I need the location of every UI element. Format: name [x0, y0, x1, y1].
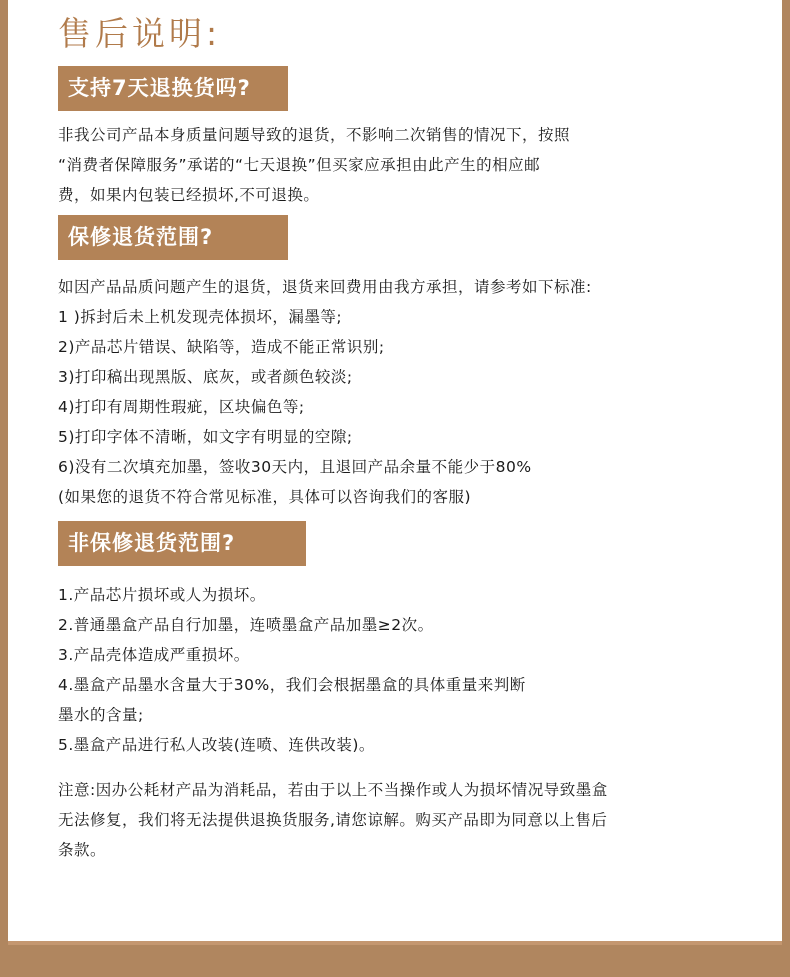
- non-warranty-return-text: [58, 580, 526, 760]
- text-line: 条款。: [58, 841, 107, 859]
- text-line: 注意:因办公耗材产品为消耗品，若由于以上不当操作或人为损坏情况导致墨盒: [58, 781, 608, 799]
- text-line: “消费者保障服务”承诺的“七天退换”但买家应承担由此产生的相应邮: [58, 156, 541, 174]
- list-item: 5.墨盒产品进行私人改装(连喷、连供改装)。: [58, 736, 375, 754]
- section-heading-non-warranty-return: 非保修退货范围?: [58, 521, 306, 566]
- seven-day-return-text: [58, 120, 570, 210]
- section-heading-warranty-return: 保修退货范围?: [58, 215, 288, 260]
- section-heading-seven-day-return: 支持7天退换货吗?: [58, 66, 288, 111]
- list-item: 3)打印稿出现黑版、底灰，或者颜色较淡;: [58, 368, 353, 386]
- text-line: (如果您的退货不符合常见标准，具体可以咨询我们的客服): [58, 488, 472, 506]
- frame-bottom-border: [0, 945, 790, 977]
- list-item: 1 )拆封后未上机发现壳体损坏，漏墨等;: [58, 308, 343, 326]
- list-item-continuation: 墨水的含量;: [58, 706, 144, 724]
- notice-text: [58, 775, 608, 865]
- list-item: 1.产品芯片损坏或人为损坏。: [58, 586, 266, 604]
- list-item: 6)没有二次填充加墨，签收30天内，且退回产品余量不能少于80%: [58, 458, 532, 476]
- list-item: 4.墨盒产品墨水含量大于30%，我们会根据墨盒的具体重量来判断: [58, 676, 526, 694]
- text-line: 费，如果内包装已经损坏,不可退换。: [58, 186, 320, 204]
- warranty-return-text: [58, 272, 592, 512]
- text-line: 如因产品品质问题产生的退货，退货来回费用由我方承担，请参考如下标准:: [58, 278, 592, 296]
- frame-right-border: [782, 0, 790, 977]
- text-line: 无法修复，我们将无法提供退换货服务,请您谅解。购买产品即为同意以上售后: [58, 811, 608, 829]
- list-item: 2.普通墨盒产品自行加墨，连喷墨盒产品加墨≥2次。: [58, 616, 434, 634]
- page-title: 售后说明:: [58, 14, 222, 53]
- list-item: 3.产品壳体造成严重损坏。: [58, 646, 250, 664]
- list-item: 4)打印有周期性瑕疵，区块偏色等;: [58, 398, 305, 416]
- text-line: 非我公司产品本身质量问题导致的退货，不影响二次销售的情况下，按照: [58, 126, 571, 144]
- list-item: 2)产品芯片错误、缺陷等，造成不能正常识别;: [58, 338, 385, 356]
- frame-bottom-rule: [8, 933, 782, 945]
- frame-left-border: [0, 0, 8, 977]
- list-item: 5)打印字体不清晰，如文字有明显的空隙;: [58, 428, 353, 446]
